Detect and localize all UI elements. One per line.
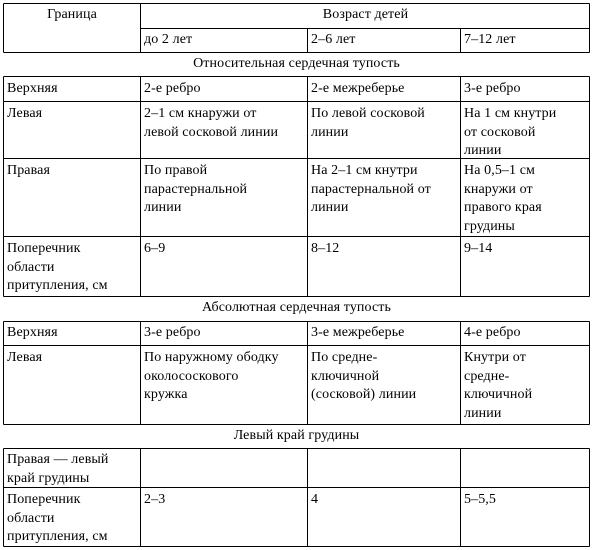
header-age-label: Возраст детей — [322, 7, 409, 22]
cell-absolute-upper-under-2: 3-е ребро — [144, 325, 201, 340]
cell-absolute-left-7-12: Кнутри от средне- ключичной линии — [464, 350, 533, 421]
row-label-relative-left: Левая — [7, 106, 43, 121]
cell-relative-diameter-2-6: 8–12 — [311, 241, 340, 256]
cell-absolute-upper-2-6: 3-е межреберье — [311, 325, 405, 340]
cell-relative-diameter-7-12: 9–14 — [464, 241, 493, 256]
cell-relative-upper-under-2: 2-е ребро — [144, 81, 201, 96]
cell-relative-right-7-12: На 0,5–1 см кнаружи от правого края грудины — [464, 163, 542, 234]
cell-absolute-left-under-2: По наружному ободку околососкового кружка — [144, 350, 279, 403]
cell-sternum-diameter-7-12: 5–5,5 — [464, 492, 496, 507]
cell-relative-diameter-under-2: 6–9 — [144, 241, 166, 256]
header-age-2-6: 2–6 лет — [311, 32, 356, 47]
row-label-absolute-left: Левая — [7, 350, 43, 365]
cell-relative-upper-2-6: 2-е межреберье — [311, 81, 405, 96]
header-age-under-2: до 2 лет — [144, 32, 193, 47]
cell-relative-left-7-12: На 1 см кнутри от сосковой линии — [464, 106, 557, 159]
cell-relative-left-under-2: 2–1 см кнаружи от левой сосковой линии — [144, 106, 279, 140]
row-label-relative-right: Правая — [7, 163, 51, 178]
row-label-relative-upper: Верхняя — [7, 81, 58, 96]
cell-relative-right-2-6: На 2–1 см кнутри парастернальной от линии — [311, 163, 431, 216]
row-label-relative-diameter: Поперечник области притупления, см — [7, 241, 108, 294]
row-label-sternum-diameter: Поперечник области притупления, см — [7, 492, 108, 545]
header-border-label: Граница — [47, 7, 97, 22]
header-age-7-12: 7–12 лет — [464, 32, 516, 47]
section-title-sternum: Левый край грудины — [233, 428, 360, 443]
cell-relative-left-2-6: По левой сосковой линии — [311, 106, 425, 140]
section-title-relative: Относительная сердечная тупость — [193, 56, 400, 71]
row-label-absolute-upper: Верхняя — [7, 325, 58, 340]
row-label-sternum-right: Правая — левый край грудины — [7, 452, 109, 486]
cell-sternum-diameter-under-2: 2–3 — [144, 492, 166, 507]
cell-relative-upper-7-12: 3-е ребро — [464, 81, 521, 96]
cell-sternum-diameter-2-6: 4 — [311, 492, 319, 507]
section-title-absolute: Абсолютная сердечная тупость — [202, 300, 391, 315]
cell-absolute-upper-7-12: 4-е ребро — [464, 325, 521, 340]
cell-relative-right-under-2: По правой парастернальной линии — [144, 163, 248, 216]
cell-absolute-left-2-6: По средне- ключичной (сосковой) линии — [311, 350, 417, 403]
